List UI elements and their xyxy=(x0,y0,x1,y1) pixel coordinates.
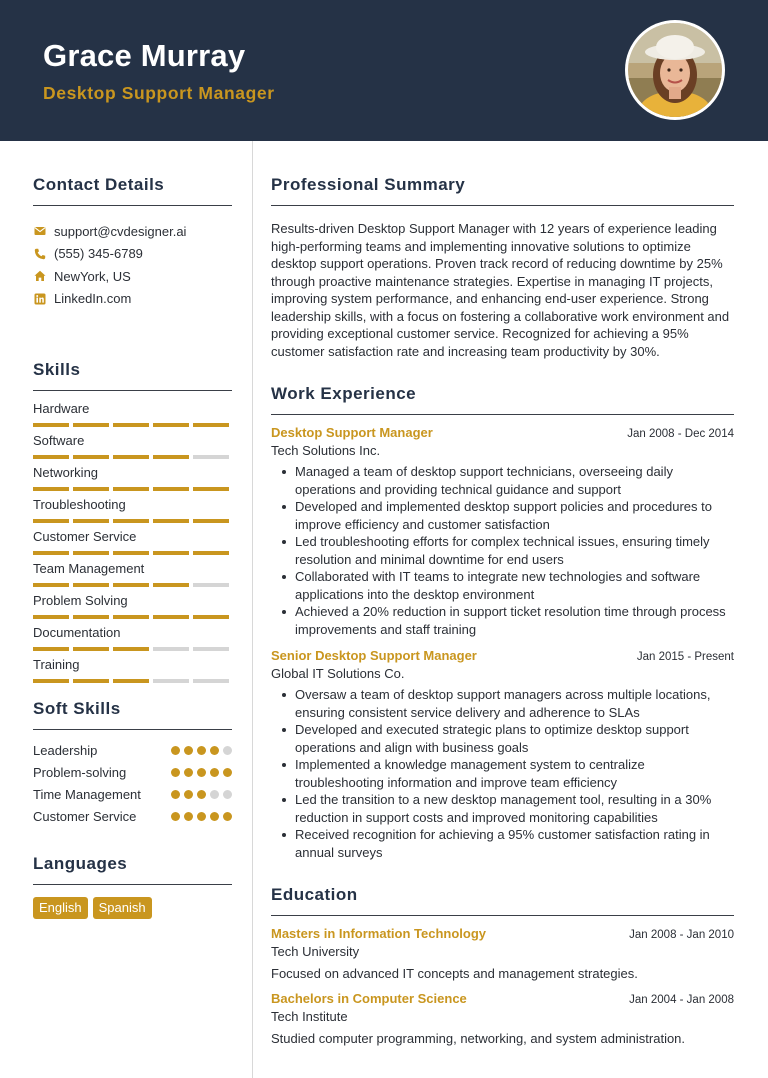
column-divider xyxy=(252,141,253,1078)
skill-level-segment xyxy=(193,583,229,587)
contact-location xyxy=(33,265,232,288)
main-content xyxy=(271,141,734,1046)
education-date: Jan 2008 - Jan 2010 xyxy=(629,929,734,941)
experience-list xyxy=(271,425,734,861)
rating-dot xyxy=(171,768,180,777)
skill-level-segment xyxy=(153,551,189,555)
skill-level-segment xyxy=(153,679,189,683)
education-list xyxy=(271,926,734,1046)
soft-skill-item xyxy=(33,764,232,782)
rating-dot xyxy=(223,812,232,821)
skill-level-segment xyxy=(33,487,69,491)
soft-skill-name: Time Management xyxy=(33,787,141,802)
skill-level-segment xyxy=(113,615,149,619)
rating-dot xyxy=(197,746,206,755)
job-title: Desktop Support Manager xyxy=(271,425,433,440)
contact-heading: Contact Details xyxy=(33,175,232,206)
skill-level-segment xyxy=(193,455,229,459)
skill-level-segment xyxy=(193,647,229,651)
contact-phone-text: (555) 345-6789 xyxy=(54,246,143,262)
job-company: Global IT Solutions Co. xyxy=(271,666,405,681)
skill-name: Team Management xyxy=(33,561,145,576)
skill-item xyxy=(33,593,232,625)
soft-skill-rating xyxy=(171,746,232,755)
skill-item xyxy=(33,433,232,465)
skill-item xyxy=(33,497,232,529)
soft-skill-rating xyxy=(171,768,232,777)
job-title: Senior Desktop Support Manager xyxy=(271,648,477,663)
skill-name: Hardware xyxy=(33,401,90,416)
contact-email[interactable] xyxy=(33,220,232,243)
skill-name: Software xyxy=(33,433,85,448)
rating-dot xyxy=(223,746,232,755)
job-bullets xyxy=(271,686,734,861)
languages-section xyxy=(33,854,232,919)
job-bullet: Developed and implemented desktop support policies and procedures to improve efficiency and customer satisfaction xyxy=(279,498,734,533)
job-entry xyxy=(271,425,734,638)
skill-level-segment xyxy=(73,583,109,587)
job-bullet: Implemented a knowledge management system to centralize troubleshooting information and improve team efficiency xyxy=(279,756,734,791)
skill-level-segment xyxy=(193,519,229,523)
degree-title: Bachelors in Computer Science xyxy=(271,991,467,1006)
job-date: Jan 2015 - Present xyxy=(636,651,734,663)
rating-dot xyxy=(171,790,180,799)
skill-level-segment xyxy=(153,647,189,651)
skills-heading: Skills xyxy=(33,360,232,391)
soft-skill-rating xyxy=(171,812,232,821)
skill-level-bar xyxy=(33,615,232,619)
job-header xyxy=(271,648,734,663)
rating-dot xyxy=(210,746,219,755)
school-name: Tech Institute xyxy=(271,1009,348,1024)
skill-level-segment xyxy=(73,679,109,683)
skill-level-bar xyxy=(33,551,232,555)
candidate-title: Desktop Support Manager xyxy=(43,83,275,103)
skill-level-segment xyxy=(153,487,189,491)
skill-item xyxy=(33,657,232,689)
skills-section xyxy=(33,360,232,689)
experience-heading: Work Experience xyxy=(271,384,734,415)
job-bullet: Collaborated with IT teams to integrate new technologies and software applications into the desktop environment xyxy=(279,568,734,603)
job-bullet: Developed and executed strategic plans to optimize desktop support operations and align with business goals xyxy=(279,721,734,756)
skill-level-segment xyxy=(33,615,69,619)
contact-email-text: support@cvdesigner.ai xyxy=(54,223,187,239)
skill-level-segment xyxy=(113,423,149,427)
skill-level-segment xyxy=(33,583,69,587)
skill-name: Documentation xyxy=(33,625,121,640)
soft-skills-list xyxy=(33,742,232,826)
degree-title: Masters in Information Technology xyxy=(271,926,487,941)
skill-level-bar xyxy=(33,423,232,427)
avatar xyxy=(625,20,725,120)
job-bullet: Managed a team of desktop support technicians, overseeing daily operations and providing technical guidance and support xyxy=(279,463,734,498)
language-badge: English xyxy=(33,897,88,919)
rating-dot xyxy=(184,790,193,799)
rating-dot xyxy=(171,746,180,755)
skill-level-segment xyxy=(113,487,149,491)
resume-header xyxy=(0,0,768,141)
skill-level-segment xyxy=(73,455,109,459)
skill-name: Troubleshooting xyxy=(33,497,126,512)
soft-skill-item xyxy=(33,808,232,826)
skill-level-segment xyxy=(33,647,69,651)
experience-section xyxy=(271,384,734,861)
summary-heading: Professional Summary xyxy=(271,175,734,206)
skill-item xyxy=(33,561,232,593)
rating-dot xyxy=(184,768,193,777)
skill-level-segment xyxy=(33,679,69,683)
skill-level-segment xyxy=(153,423,189,427)
education-entry xyxy=(271,991,734,1046)
skill-level-segment xyxy=(33,519,69,523)
rating-dot xyxy=(223,768,232,777)
rating-dot xyxy=(197,790,206,799)
soft-skill-name: Problem-solving xyxy=(33,765,127,780)
job-entry xyxy=(271,648,734,861)
skill-level-segment xyxy=(33,551,69,555)
education-header xyxy=(271,926,734,941)
skill-level-bar xyxy=(33,487,232,491)
candidate-name: Grace Murray xyxy=(43,38,246,73)
rating-dot xyxy=(210,790,219,799)
contact-linkedin[interactable] xyxy=(33,288,232,311)
soft-skill-item xyxy=(33,786,232,804)
job-bullet: Oversaw a team of desktop support managers across multiple locations, ensuring consistent service delivery and adherence to SLAs xyxy=(279,686,734,721)
skill-item xyxy=(33,465,232,497)
skill-level-segment xyxy=(73,615,109,619)
sidebar xyxy=(33,141,232,919)
school-name: Tech University xyxy=(271,944,360,959)
skill-level-segment xyxy=(113,551,149,555)
job-bullets xyxy=(271,463,734,638)
skill-level-segment xyxy=(73,487,109,491)
languages-heading: Languages xyxy=(33,854,232,885)
skill-level-bar xyxy=(33,583,232,587)
rating-dot xyxy=(197,812,206,821)
skill-level-segment xyxy=(193,679,229,683)
skill-item xyxy=(33,529,232,561)
soft-skill-item xyxy=(33,742,232,760)
job-header xyxy=(271,425,734,440)
soft-skill-name: Leadership xyxy=(33,743,98,758)
job-bullet: Received recognition for achieving a 95% customer satisfaction rating in annual surveys xyxy=(279,826,734,861)
skill-level-segment xyxy=(193,423,229,427)
skill-level-segment xyxy=(153,583,189,587)
skill-level-segment xyxy=(193,615,229,619)
skill-level-segment xyxy=(113,679,149,683)
contact-location-text: NewYork, US xyxy=(54,268,131,284)
rating-dot xyxy=(210,768,219,777)
education-heading: Education xyxy=(271,885,734,916)
skill-level-segment xyxy=(113,647,149,651)
skill-item xyxy=(33,625,232,657)
skill-level-segment xyxy=(153,455,189,459)
skill-name: Problem Solving xyxy=(33,593,128,608)
skill-level-segment xyxy=(193,551,229,555)
job-date: Jan 2008 - Dec 2014 xyxy=(627,428,734,440)
skill-level-segment xyxy=(73,423,109,427)
skill-item xyxy=(33,401,232,433)
soft-skills-section xyxy=(33,699,232,826)
skill-level-bar xyxy=(33,647,232,651)
skill-level-segment xyxy=(193,487,229,491)
skill-level-segment xyxy=(73,647,109,651)
skill-name: Networking xyxy=(33,465,99,480)
soft-skill-name: Customer Service xyxy=(33,809,137,824)
home-icon xyxy=(33,270,46,283)
skill-level-bar xyxy=(33,455,232,459)
skill-name: Training xyxy=(33,657,80,672)
phone-icon xyxy=(33,247,46,260)
education-entry xyxy=(271,926,734,981)
education-date: Jan 2004 - Jan 2008 xyxy=(629,994,734,1006)
skill-level-segment xyxy=(153,615,189,619)
skill-level-segment xyxy=(113,583,149,587)
education-description: Studied computer programming, networking, and system administration. xyxy=(271,1031,686,1046)
summary-section xyxy=(271,175,734,360)
education-description: Focused on advanced IT concepts and management strategies. xyxy=(271,966,638,981)
job-bullet: Achieved a 20% reduction in support ticket resolution time through process improvements and staff training xyxy=(279,603,734,638)
email-icon xyxy=(33,225,46,238)
skill-level-segment xyxy=(73,519,109,523)
rating-dot xyxy=(184,812,193,821)
languages-list xyxy=(33,897,232,919)
skill-level-segment xyxy=(73,551,109,555)
rating-dot xyxy=(197,768,206,777)
contact-phone[interactable] xyxy=(33,243,232,266)
rating-dot xyxy=(184,746,193,755)
skills-list xyxy=(33,401,232,689)
rating-dot xyxy=(210,812,219,821)
skill-name: Customer Service xyxy=(33,529,137,544)
skill-level-bar xyxy=(33,679,232,683)
rating-dot xyxy=(223,790,232,799)
job-company: Tech Solutions Inc. xyxy=(271,443,381,458)
contact-section xyxy=(33,175,232,310)
skill-level-segment xyxy=(153,519,189,523)
education-header xyxy=(271,991,734,1006)
skill-level-segment xyxy=(33,455,69,459)
linkedin-icon xyxy=(33,292,46,305)
contact-linkedin-text: LinkedIn.com xyxy=(54,291,132,307)
summary-text: Results-driven Desktop Support Manager with 12 years of experience leading high-performing teams and implementing innovative solutions to optimize desktop support operations. Proven track record of reducing downtime by 25% through proactive maintenance strategies. Expertise in managing IT projects, improving system performance, and enhancing end-user experience. Strong leadership skills, with a focus on fostering a collaborative work environment and providing exceptional customer service. Recognized for achieving a 95% customer satisfaction rate and increasing team productivity by 30%. xyxy=(271,221,730,359)
education-section xyxy=(271,885,734,1046)
job-bullet: Led troubleshooting efforts for complex technical issues, ensuring timely resolution and minimal downtime for end users xyxy=(279,533,734,568)
soft-skills-heading: Soft Skills xyxy=(33,699,232,730)
job-bullet: Led the transition to a new desktop management tool, resulting in a 30% reduction in support costs and improved monitoring capabilities xyxy=(279,791,734,826)
rating-dot xyxy=(171,812,180,821)
skill-level-segment xyxy=(113,455,149,459)
language-badge: Spanish xyxy=(93,897,152,919)
skill-level-bar xyxy=(33,519,232,523)
profile-photo xyxy=(628,23,722,117)
skill-level-segment xyxy=(33,423,69,427)
skill-level-segment xyxy=(113,519,149,523)
soft-skill-rating xyxy=(171,790,232,799)
